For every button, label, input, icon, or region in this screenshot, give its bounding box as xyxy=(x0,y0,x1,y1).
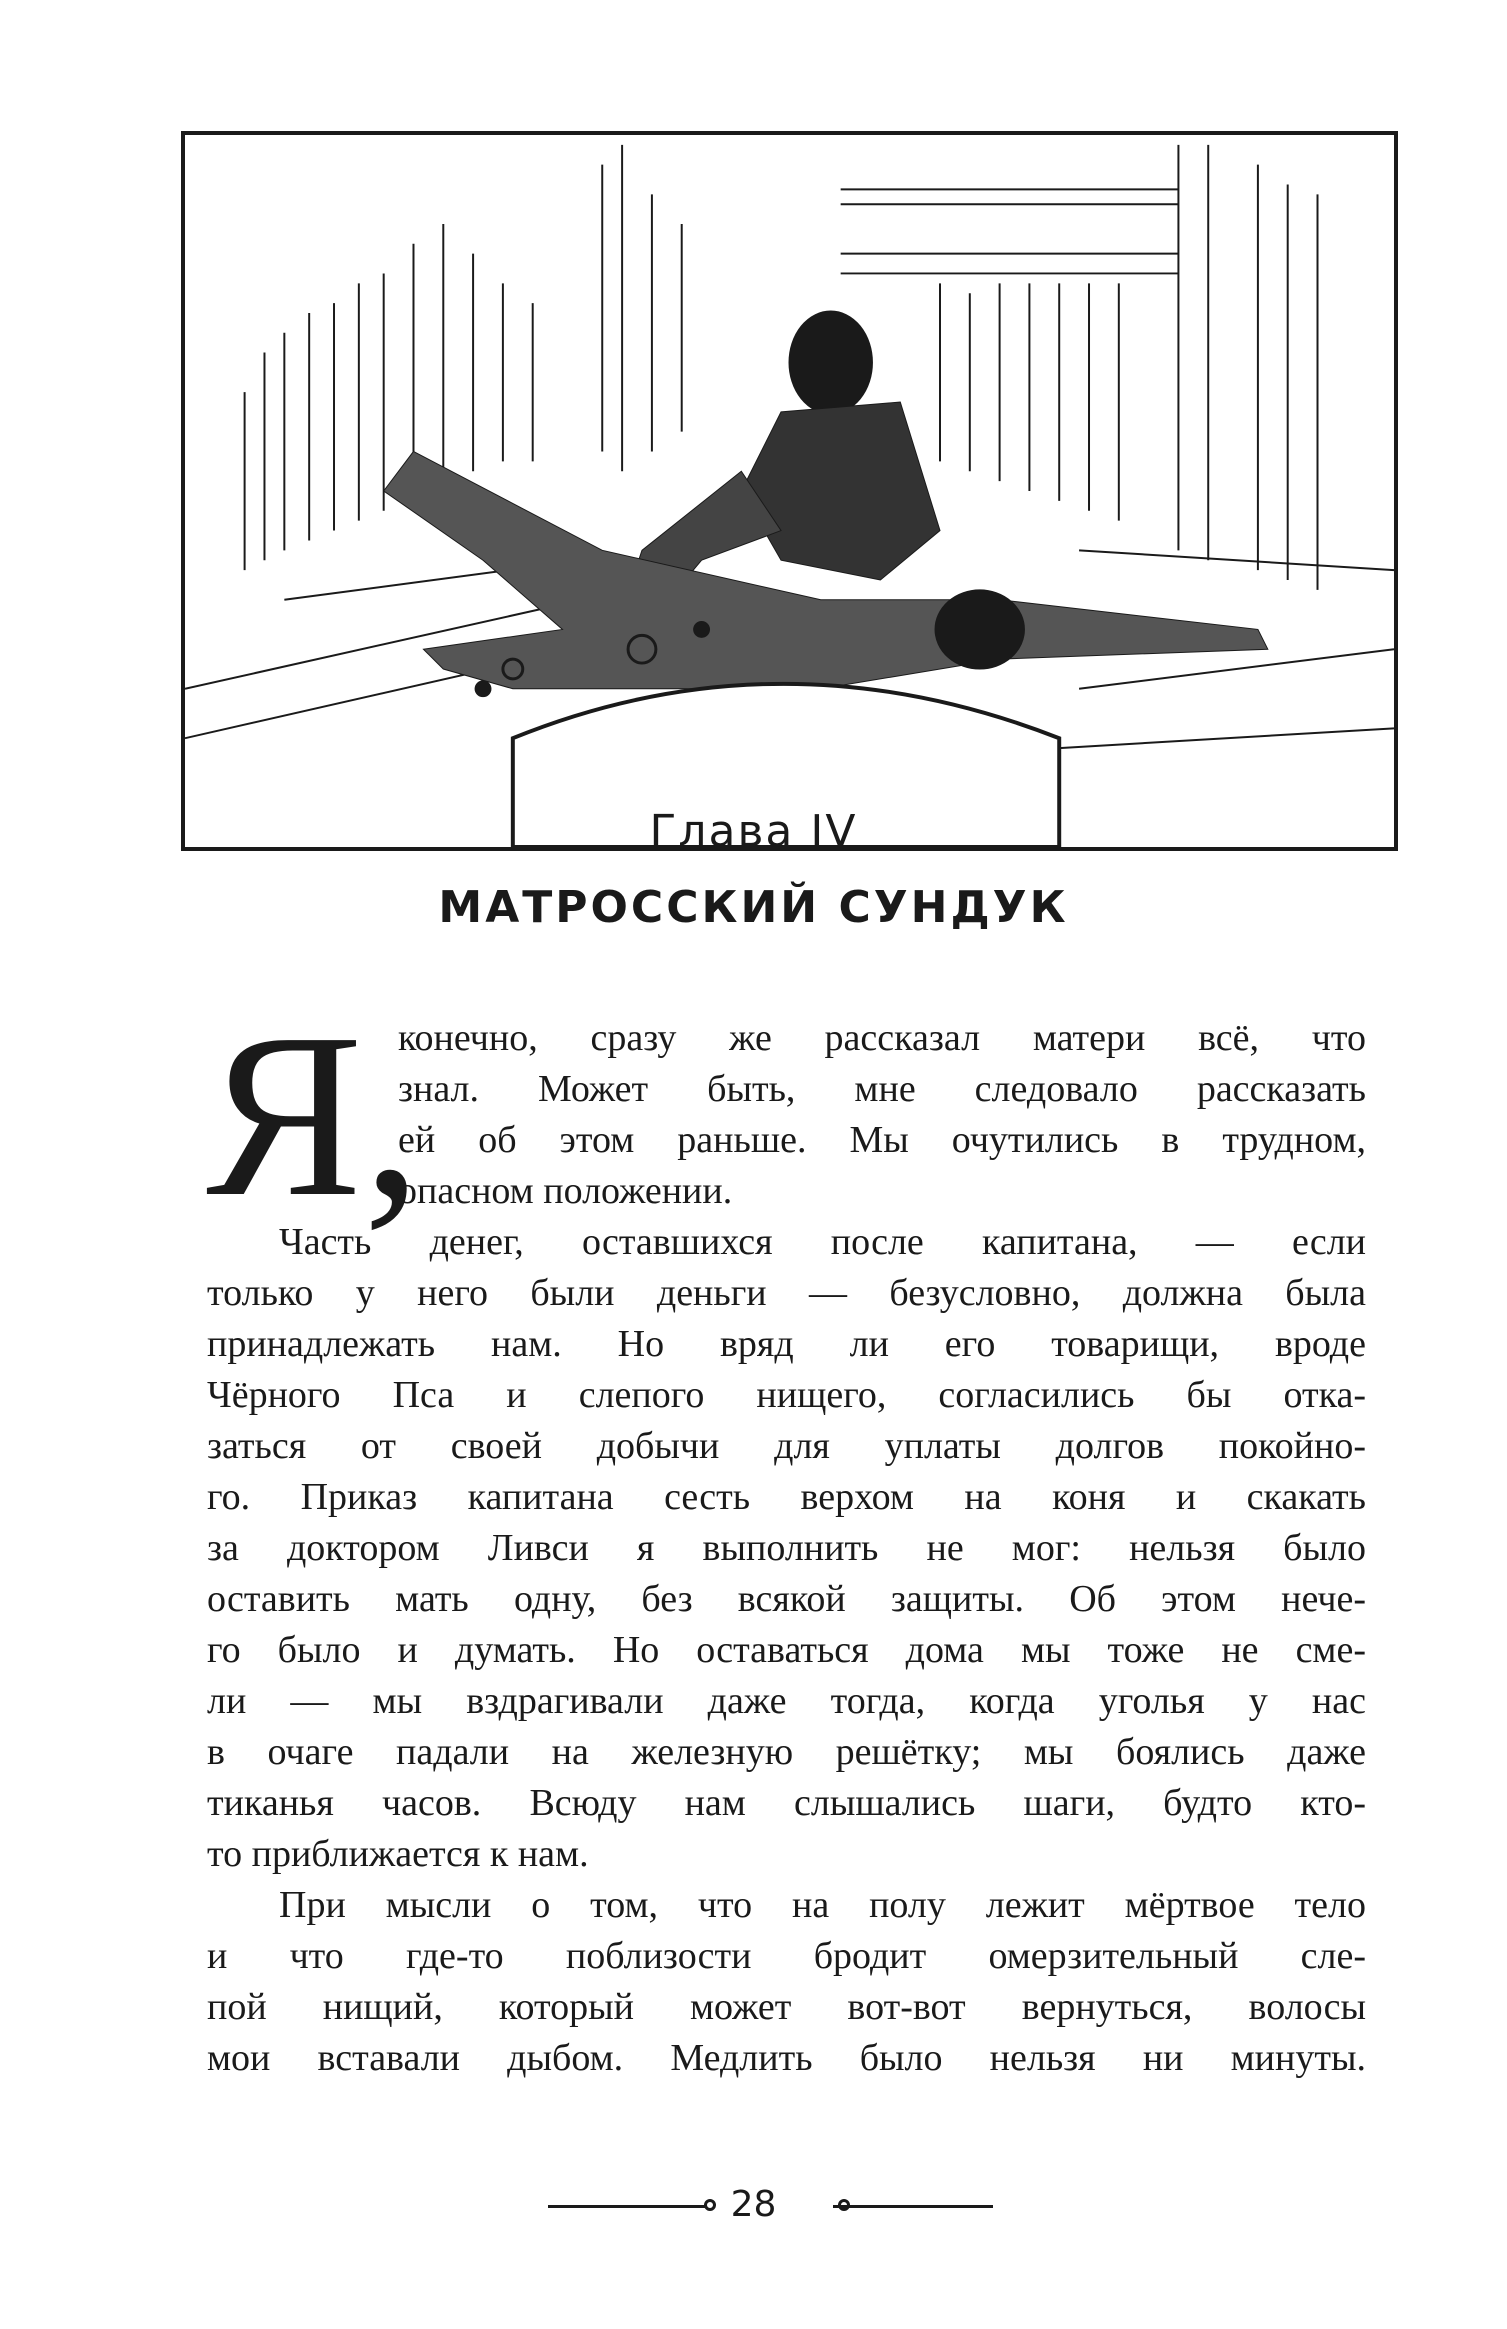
text-line: Чёрного Пса и слепого нищего, согласились бы отка- xyxy=(207,1374,1366,1416)
text-line: пой нищий, который может вот-вот вернуться, волосы xyxy=(207,1986,1366,2028)
text-line: ли — мы вздрагивали даже тогда, когда уголья у нас xyxy=(207,1680,1366,1722)
drop-cap: Я, xyxy=(206,985,422,1245)
text-line: При мысли о том, что на полу лежит мёртвое тело xyxy=(279,1884,1366,1926)
engraving-icon xyxy=(185,135,1394,847)
chapter-illustration xyxy=(181,131,1398,851)
text-line: Часть денег, оставшихся после капитана, — если xyxy=(279,1221,1366,1263)
chapter-label: Глава IV xyxy=(649,806,858,857)
folio-rule-right xyxy=(833,2205,993,2208)
text-line: знал. Может быть, мне следовало рассказать xyxy=(398,1068,1366,1110)
text-line: тиканья часов. Всюду нам слышались шаги, будто кто- xyxy=(207,1782,1366,1824)
text-line: принадлежать нам. Но вряд ли его товарищи, вроде xyxy=(207,1323,1366,1365)
page-number: 28 xyxy=(730,2184,777,2225)
text-line: мои вставали дыбом. Медлить было нельзя ни минуты. xyxy=(207,2037,1366,2079)
text-line: оставить мать одну, без всякой защиты. Об этом нече- xyxy=(207,1578,1366,1620)
text-line: и что где-то поблизости бродит омерзительный сле- xyxy=(207,1935,1366,1977)
text-line: го. Приказ капитана сесть верхом на коня и скакать xyxy=(207,1476,1366,1518)
text-line: опасном положении. xyxy=(398,1170,733,1212)
text-line: то приближается к нам. xyxy=(207,1833,589,1875)
text-line: го было и думать. Но оставаться дома мы тоже не сме- xyxy=(207,1629,1366,1671)
paragraph-2 xyxy=(207,1217,1366,1880)
chapter-title: МАТРОССКИЙ СУНДУК xyxy=(438,882,1069,933)
paragraph-3 xyxy=(207,1880,1366,2084)
text-line: в очаге падали на железную решётку; мы боялись даже xyxy=(207,1731,1366,1773)
text-line: заться от своей добычи для уплаты долгов покойно- xyxy=(207,1425,1366,1467)
text-line: только у него были деньги — безусловно, должна была xyxy=(207,1272,1366,1314)
text-line: конечно, сразу же рассказал матери всё, что xyxy=(398,1017,1366,1059)
text-line: за доктором Ливси я выполнить не мог: нельзя было xyxy=(207,1527,1366,1569)
paragraph-1 xyxy=(207,1013,1366,1217)
text-line: ей об этом раньше. Мы очутились в трудном, xyxy=(398,1119,1366,1161)
